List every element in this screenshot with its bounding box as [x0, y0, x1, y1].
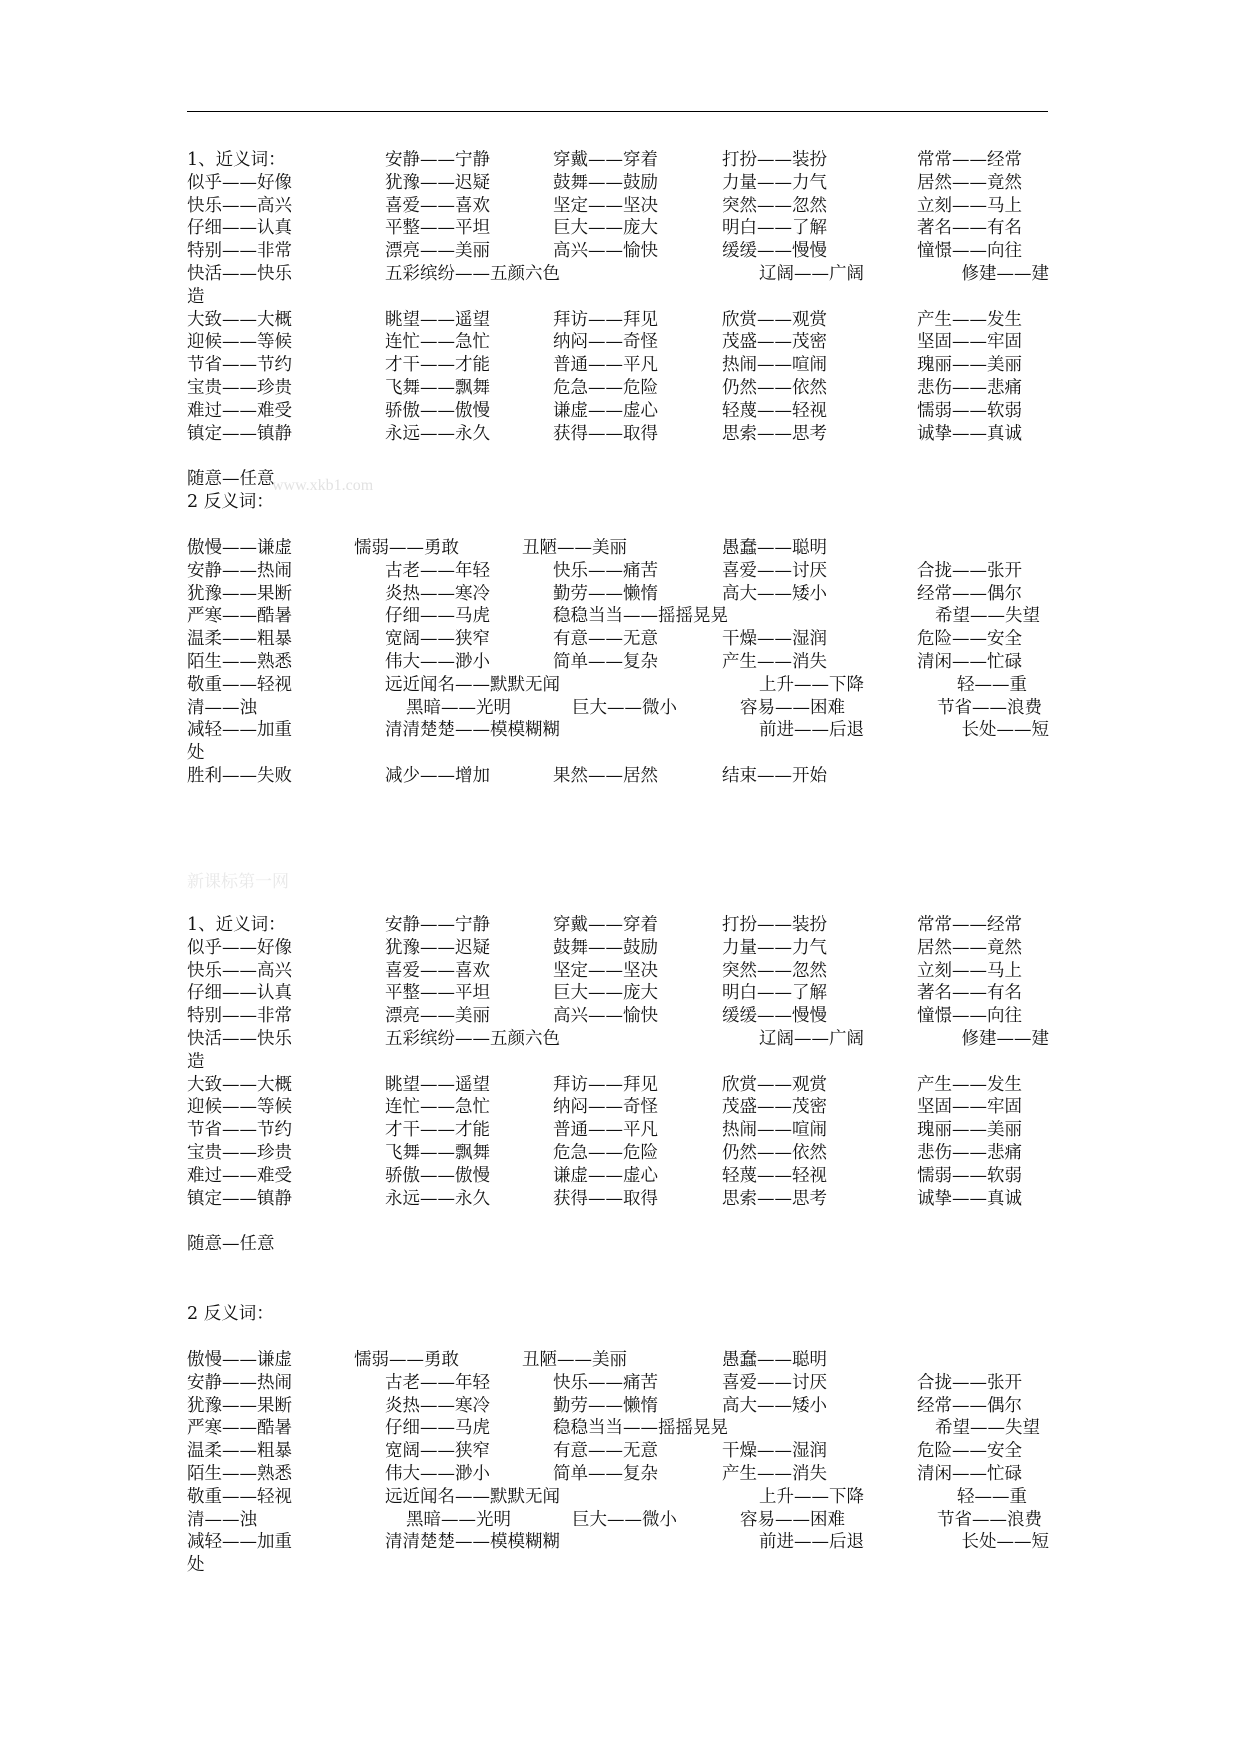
word-pair: 眺望——遥望: [385, 1074, 490, 1095]
word-pair: 著名——有名: [917, 218, 1022, 239]
word-pair: 容易——困难: [740, 697, 845, 718]
word-pair: 减轻——加重: [187, 720, 292, 741]
word-pair: 快乐——高兴: [187, 195, 292, 216]
word-pair: 安静——热闹: [187, 560, 292, 581]
word-pair: 茂盛——茂密: [722, 332, 827, 353]
word-pair: 获得——取得: [553, 1188, 658, 1209]
text-line: [187, 1440, 1049, 1463]
text-line: [187, 172, 1049, 195]
text-line: [187, 1486, 1049, 1509]
word-pair: 希望——失望: [935, 606, 1040, 627]
word-pair: 犹豫——迟疑: [385, 172, 490, 193]
text-line: [187, 1395, 1049, 1418]
word-pair: 修建——建: [961, 1029, 1049, 1049]
line-text: 造: [187, 1051, 205, 1072]
text-line: [187, 1349, 1049, 1372]
word-pair: 陌生——熟悉: [187, 652, 292, 672]
text-line: [187, 742, 1049, 765]
word-pair: 有意——无意: [553, 1441, 658, 1462]
word-pair: 喜爱——喜欢: [385, 960, 490, 981]
text-line: [187, 1372, 1049, 1395]
text-line: [187, 560, 1049, 583]
text-line: [187, 217, 1049, 240]
word-pair: 快乐——痛苦: [553, 1372, 658, 1393]
word-pair: 诚挚——真诚: [917, 1188, 1022, 1209]
text-line: [187, 1165, 1049, 1188]
text-line: [187, 1188, 1049, 1211]
word-pair: 清清楚楚——模模糊糊: [385, 1532, 560, 1553]
word-pair: 清闲——忙碌: [917, 652, 1022, 672]
text-line: [187, 719, 1049, 742]
word-pair: 热闹——喧闹: [722, 355, 827, 376]
text-line: [187, 960, 1049, 983]
word-pair: 远近闻名——默默无闻: [385, 674, 560, 695]
word-pair: 骄傲——傲慢: [385, 1165, 490, 1186]
word-pair: 懦弱——勇敢: [354, 1350, 459, 1370]
word-pair: 明白——了解: [722, 218, 827, 239]
word-pair: 犹豫——迟疑: [385, 937, 490, 958]
word-pair: 稳稳当当——摇摇晃晃: [553, 1418, 728, 1439]
word-pair: 五彩缤纷——五颜六色: [385, 1029, 560, 1049]
word-pair: 干燥——湿润: [722, 629, 827, 650]
word-pair: 仔细——马虎: [385, 606, 490, 627]
word-pair: 产生——消失: [722, 1464, 827, 1484]
word-pair: 飞舞——飘舞: [385, 378, 490, 398]
word-pair: 前进——后退: [759, 1532, 864, 1553]
watermark-url: www.xkb1.com: [272, 477, 374, 494]
text-line: [187, 1074, 1049, 1097]
word-pair: 悲伤——悲痛: [917, 1143, 1022, 1163]
line-text: 处: [187, 1555, 205, 1576]
word-pair: 难过——难受: [187, 400, 292, 421]
word-pair: 似乎——好像: [187, 172, 292, 193]
word-pair: 镇定——镇静: [187, 1188, 292, 1209]
word-pair: 危急——危险: [553, 1143, 658, 1163]
text-line: [187, 309, 1049, 332]
word-pair: 丑陋——美丽: [522, 538, 627, 558]
word-pair: 突然——忽然: [722, 195, 827, 216]
text-line: [187, 1119, 1049, 1142]
word-pair: 伟大——渺小: [385, 1464, 490, 1484]
word-pair: 节省——节约: [187, 355, 292, 376]
word-pair: 仔细——认真: [187, 983, 292, 1004]
word-pair: 1、近义词：: [187, 915, 286, 935]
word-pair: 陌生——熟悉: [187, 1464, 292, 1484]
word-pair: 简单——复杂: [553, 1464, 658, 1484]
word-pair: 犹豫——果断: [187, 1395, 292, 1416]
text-line: [187, 377, 1049, 400]
word-pair: 巨大——庞大: [553, 218, 658, 239]
word-pair: 漂亮——美丽: [385, 241, 490, 262]
word-pair: 犹豫——果断: [187, 583, 292, 604]
word-pair: 居然——竟然: [917, 937, 1022, 958]
word-pair: 轻——重: [957, 674, 1027, 695]
word-pair: 产生——发生: [917, 1074, 1022, 1095]
word-pair: 傲慢——谦虚: [187, 538, 292, 558]
word-pair: 打扮——装扮: [722, 150, 827, 170]
word-pair: 愚蠢——聪明: [722, 538, 827, 558]
text-line: [187, 628, 1049, 651]
word-pair: 有意——无意: [553, 629, 658, 650]
word-pair: 仔细——认真: [187, 218, 292, 239]
word-pair: 清——浊: [187, 1509, 257, 1530]
word-pair: 缓缓——慢慢: [722, 241, 827, 262]
text-line: [187, 697, 1049, 720]
text-line: [187, 1509, 1049, 1532]
word-pair: 高大——矮小: [722, 1395, 827, 1416]
word-pair: 安静——热闹: [187, 1372, 292, 1393]
word-pair: 居然——竟然: [917, 172, 1022, 193]
word-pair: 巨大——庞大: [553, 983, 658, 1004]
text-line: [187, 1463, 1049, 1486]
word-pair: 仔细——马虎: [385, 1418, 490, 1439]
text-line: [187, 914, 1049, 937]
word-pair: 难过——难受: [187, 1165, 292, 1186]
word-pair: 结束——开始: [722, 766, 827, 786]
text-line: [187, 354, 1049, 377]
word-pair: 巨大——微小: [572, 697, 677, 718]
text-line: [187, 674, 1049, 697]
word-pair: 胜利——失败: [187, 766, 292, 786]
text-line: [187, 1303, 1049, 1326]
word-pair: 著名——有名: [917, 983, 1022, 1004]
word-pair: 穿戴——穿着: [553, 915, 658, 935]
word-pair: 节省——节约: [187, 1120, 292, 1141]
word-pair: 大致——大概: [187, 1074, 292, 1095]
word-pair: 常常——经常: [917, 915, 1022, 935]
word-pair: 产生——发生: [917, 309, 1022, 330]
line-text: 处: [187, 743, 205, 764]
word-pair: 修建——建: [961, 264, 1049, 284]
word-pair: 憧憬——向往: [917, 1006, 1022, 1027]
text-line: [187, 195, 1049, 218]
word-pair: 希望——失望: [935, 1418, 1040, 1439]
word-pair: 漂亮——美丽: [385, 1006, 490, 1027]
word-pair: 经常——偶尔: [917, 1395, 1022, 1416]
word-pair: 立刻——马上: [917, 195, 1022, 216]
word-pair: 安静——宁静: [385, 915, 490, 935]
word-pair: 宝贵——珍贵: [187, 378, 292, 398]
text-line: [187, 1096, 1049, 1119]
word-pair: 伟大——渺小: [385, 652, 490, 672]
word-pair: 常常——经常: [917, 150, 1022, 170]
text-line: [187, 1417, 1049, 1440]
word-pair: 果然——居然: [553, 766, 658, 786]
word-pair: 镇定——镇静: [187, 423, 292, 444]
text-line: [187, 1531, 1049, 1554]
word-pair: 谦虚——虚心: [553, 400, 658, 421]
word-pair: 合拢——张开: [917, 560, 1022, 581]
word-pair: 古老——年轻: [385, 560, 490, 581]
word-pair: 喜爱——喜欢: [385, 195, 490, 216]
word-pair: 清清楚楚——模模糊糊: [385, 720, 560, 741]
text-line: [187, 263, 1049, 286]
text-line: [187, 1554, 1049, 1577]
word-pair: 勤劳——懒惰: [553, 1395, 658, 1416]
word-pair: 高大——矮小: [722, 583, 827, 604]
word-pair: 缓缓——慢慢: [722, 1006, 827, 1027]
word-pair: 节省——浪费: [937, 1509, 1042, 1530]
word-pair: 思索——思考: [722, 423, 827, 444]
word-pair: 上升——下降: [759, 1486, 864, 1507]
word-pair: 产生——消失: [722, 652, 827, 672]
word-pair: 热闹——喧闹: [722, 1120, 827, 1141]
word-pair: 诚挚——真诚: [917, 423, 1022, 444]
word-pair: 温柔——粗暴: [187, 1441, 292, 1462]
word-pair: 力量——力气: [722, 172, 827, 193]
word-pair: 合拢——张开: [917, 1372, 1022, 1393]
word-pair: 简单——复杂: [553, 652, 658, 672]
word-pair: 纳闷——奇怪: [553, 1097, 658, 1118]
word-pair: 快活——快乐: [187, 1029, 292, 1049]
line-text: 2 反义词：: [187, 492, 274, 513]
word-pair: 辽阔——广阔: [759, 264, 864, 284]
word-pair: 稳稳当当——摇摇晃晃: [553, 606, 728, 627]
word-pair: 穿戴——穿着: [553, 150, 658, 170]
word-pair: 拜访——拜见: [553, 1074, 658, 1095]
word-pair: 打扮——装扮: [722, 915, 827, 935]
word-pair: 危急——危险: [553, 378, 658, 398]
line-text: 造: [187, 286, 205, 307]
word-pair: 力量——力气: [722, 937, 827, 958]
line-text: 2 反义词：: [187, 1304, 274, 1325]
word-pair: 才干——才能: [385, 1120, 490, 1141]
text-line: [187, 468, 1049, 491]
word-pair: 特别——非常: [187, 241, 292, 262]
word-pair: 敬重——轻视: [187, 674, 292, 695]
word-pair: 轻蔑——轻视: [722, 400, 827, 421]
word-pair: 迎候——等候: [187, 1097, 292, 1118]
word-pair: 谦虚——虚心: [553, 1165, 658, 1186]
text-line: [187, 1028, 1049, 1051]
text-line: [187, 149, 1049, 172]
word-pair: 巨大——微小: [572, 1509, 677, 1530]
word-pair: 仍然——依然: [722, 1143, 827, 1163]
word-pair: 轻蔑——轻视: [722, 1165, 827, 1186]
word-pair: 欣赏——观赏: [722, 1074, 827, 1095]
word-pair: 才干——才能: [385, 355, 490, 376]
word-pair: 宝贵——珍贵: [187, 1143, 292, 1163]
word-pair: 纳闷——奇怪: [553, 332, 658, 353]
word-pair: 平整——平坦: [385, 983, 490, 1004]
header-rule: [187, 111, 1048, 112]
word-pair: 坚固——牢固: [917, 1097, 1022, 1118]
word-pair: 长处——短: [961, 720, 1049, 741]
text-line: [187, 583, 1049, 606]
word-pair: 鼓舞——鼓励: [553, 937, 658, 958]
word-pair: 立刻——马上: [917, 960, 1022, 981]
word-pair: 容易——困难: [740, 1509, 845, 1530]
word-pair: 大致——大概: [187, 309, 292, 330]
word-pair: 长处——短: [961, 1532, 1049, 1553]
word-pair: 傲慢——谦虚: [187, 1350, 292, 1370]
word-pair: 减轻——加重: [187, 1532, 292, 1553]
word-pair: 飞舞——飘舞: [385, 1143, 490, 1163]
watermark-site-name: 新课标第一网: [187, 872, 289, 892]
word-pair: 憧憬——向往: [917, 241, 1022, 262]
word-pair: 古老——年轻: [385, 1372, 490, 1393]
text-line: [187, 605, 1049, 628]
word-pair: 危险——安全: [917, 629, 1022, 650]
word-pair: 严寒——酷暑: [187, 1418, 292, 1439]
word-pair: 安静——宁静: [385, 150, 490, 170]
word-pair: 普通——平凡: [553, 355, 658, 376]
word-pair: 坚定——坚决: [553, 960, 658, 981]
word-pair: 黑暗——光明: [406, 1509, 511, 1530]
word-pair: 迎候——等候: [187, 332, 292, 353]
word-pair: 坚固——牢固: [917, 332, 1022, 353]
text-line: [187, 1142, 1049, 1165]
word-pair: 减少——增加: [385, 766, 490, 786]
word-pair: 连忙——急忙: [385, 332, 490, 353]
word-pair: 喜爱——讨厌: [722, 560, 827, 581]
word-pair: 经常——偶尔: [917, 583, 1022, 604]
text-line: [187, 240, 1049, 263]
text-line: [187, 982, 1049, 1005]
word-pair: 明白——了解: [722, 983, 827, 1004]
word-pair: 干燥——湿润: [722, 1441, 827, 1462]
word-pair: 懦弱——勇敢: [354, 538, 459, 558]
word-pair: 上升——下降: [759, 674, 864, 695]
word-pair: 仍然——依然: [722, 378, 827, 398]
word-pair: 炎热——寒冷: [385, 583, 490, 604]
word-pair: 连忙——急忙: [385, 1097, 490, 1118]
word-pair: 思索——思考: [722, 1188, 827, 1209]
text-line: [187, 765, 1049, 788]
word-pair: 鼓舞——鼓励: [553, 172, 658, 193]
word-pair: 节省——浪费: [937, 697, 1042, 718]
word-pair: 宽阔——狭窄: [385, 629, 490, 650]
word-pair: 喜爱——讨厌: [722, 1372, 827, 1393]
word-pair: 勤劳——懒惰: [553, 583, 658, 604]
word-pair: 茂盛——茂密: [722, 1097, 827, 1118]
text-line: [187, 331, 1049, 354]
word-pair: 平整——平坦: [385, 218, 490, 239]
word-pair: 五彩缤纷——五颜六色: [385, 264, 560, 284]
word-pair: 愚蠢——聪明: [722, 1350, 827, 1370]
word-pair: 前进——后退: [759, 720, 864, 741]
word-pair: 欣赏——观赏: [722, 309, 827, 330]
word-pair: 懦弱——软弱: [917, 1165, 1022, 1186]
word-pair: 似乎——好像: [187, 937, 292, 958]
text-line: [187, 1233, 1049, 1256]
word-pair: 特别——非常: [187, 1006, 292, 1027]
text-line: [187, 1051, 1049, 1074]
word-pair: 轻——重: [957, 1486, 1027, 1507]
word-pair: 永远——永久: [385, 423, 490, 444]
word-pair: 高兴——愉快: [553, 1006, 658, 1027]
word-pair: 快乐——高兴: [187, 960, 292, 981]
text-line: [187, 400, 1049, 423]
word-pair: 辽阔——广阔: [759, 1029, 864, 1049]
word-pair: 1、近义词：: [187, 150, 286, 170]
word-pair: 普通——平凡: [553, 1120, 658, 1141]
word-pair: 温柔——粗暴: [187, 629, 292, 650]
word-pair: 严寒——酷暑: [187, 606, 292, 627]
word-pair: 炎热——寒冷: [385, 1395, 490, 1416]
word-pair: 远近闻名——默默无闻: [385, 1486, 560, 1507]
word-pair: 懦弱——软弱: [917, 400, 1022, 421]
line-text: 随意—任意: [187, 469, 275, 490]
text-line: [187, 651, 1049, 674]
word-pair: 眺望——遥望: [385, 309, 490, 330]
word-pair: 快乐——痛苦: [553, 560, 658, 581]
word-pair: 黑暗——光明: [406, 697, 511, 718]
word-pair: 清——浊: [187, 697, 257, 718]
text-line: [187, 286, 1049, 309]
word-pair: 坚定——坚决: [553, 195, 658, 216]
word-pair: 瑰丽——美丽: [917, 1120, 1022, 1141]
word-pair: 清闲——忙碌: [917, 1464, 1022, 1484]
word-pair: 高兴——愉快: [553, 241, 658, 262]
word-pair: 永远——永久: [385, 1188, 490, 1209]
word-pair: 获得——取得: [553, 423, 658, 444]
text-line: [187, 537, 1049, 560]
word-pair: 拜访——拜见: [553, 309, 658, 330]
word-pair: 宽阔——狭窄: [385, 1441, 490, 1462]
word-pair: 敬重——轻视: [187, 1486, 292, 1507]
word-pair: 丑陋——美丽: [522, 1350, 627, 1370]
text-line: [187, 937, 1049, 960]
word-pair: 突然——忽然: [722, 960, 827, 981]
word-pair: 瑰丽——美丽: [917, 355, 1022, 376]
text-line: [187, 423, 1049, 446]
text-line: [187, 491, 1049, 514]
word-pair: 危险——安全: [917, 1441, 1022, 1462]
line-text: 随意—任意: [187, 1234, 275, 1255]
word-pair: 快活——快乐: [187, 264, 292, 284]
word-pair: 骄傲——傲慢: [385, 400, 490, 421]
word-pair: 悲伤——悲痛: [917, 378, 1022, 398]
text-line: [187, 1005, 1049, 1028]
